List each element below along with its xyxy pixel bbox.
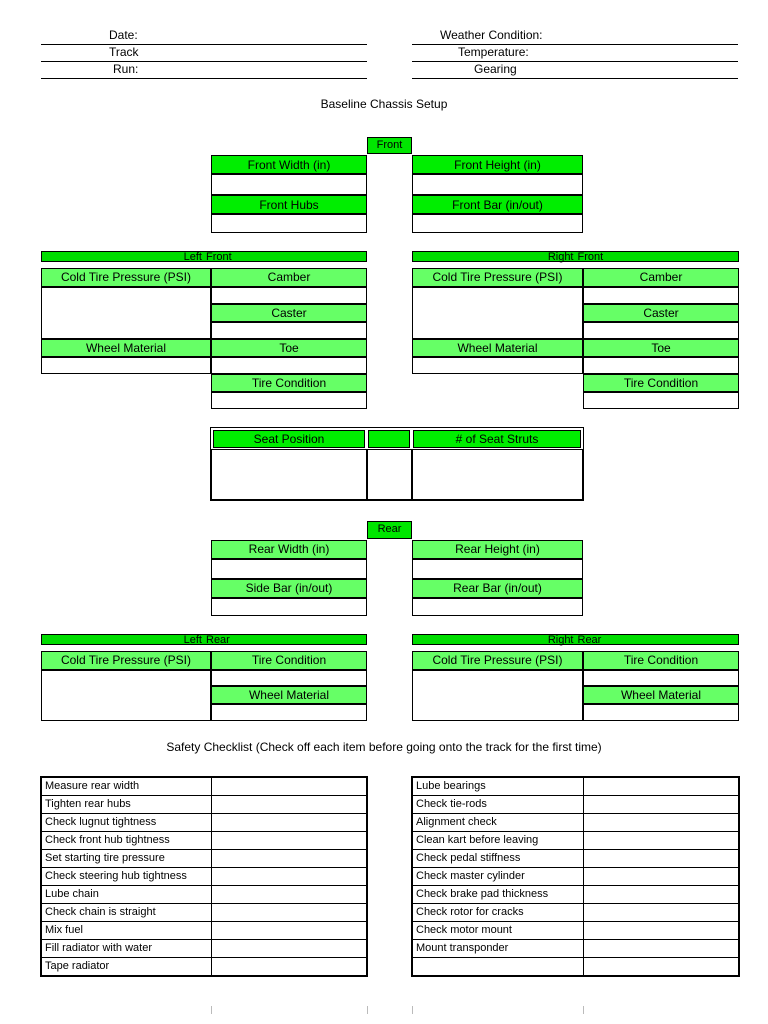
left-front-tire-header: Tire Condition: [211, 374, 367, 392]
date-label: Date:: [109, 28, 138, 42]
checklist-item-label: Check brake pad thickness: [412, 886, 583, 904]
checklist-checkbox-cell[interactable]: [583, 904, 739, 922]
left-rear-tire-header: Tire Condition: [211, 651, 367, 670]
checklist-row: [41, 832, 367, 850]
left-rear-pressure-header: Cold Tire Pressure (PSI): [41, 651, 211, 670]
track-label: Track: [109, 45, 139, 59]
checklist-item-label: Mount transponder: [412, 940, 583, 958]
left-rear-side: Left: [183, 634, 202, 646]
checklist-checkbox-cell[interactable]: [583, 814, 739, 832]
run-field[interactable]: [41, 61, 367, 79]
right-front-wheel-header: Wheel Material: [412, 339, 583, 357]
checklist-item-label: Check front hub tightness: [41, 832, 211, 850]
front-hubs-header: Front Hubs: [211, 195, 367, 214]
checklist-checkbox-cell[interactable]: [211, 832, 367, 850]
checklist-item-label: Check chain is straight: [41, 904, 211, 922]
right-front-caster-header: Caster: [583, 304, 739, 322]
left-front-wheel-input[interactable]: [41, 357, 211, 374]
right-rear-tire-header: Tire Condition: [583, 651, 739, 670]
front-bar-input[interactable]: [412, 214, 583, 233]
checklist-item-label: Measure rear width: [41, 777, 211, 796]
left-front-toe-input[interactable]: [211, 357, 367, 374]
date-field[interactable]: [41, 27, 367, 45]
left-front-toe-header: Toe: [211, 339, 367, 357]
rear-tag: Rear: [367, 521, 412, 539]
right-rear-pos: Rear: [577, 634, 602, 646]
checklist-row: [41, 850, 367, 868]
checklist-row: [412, 832, 739, 850]
grid-tick: [583, 1006, 584, 1014]
side-bar-input[interactable]: [211, 598, 367, 616]
right-front-tire-input[interactable]: [583, 392, 739, 409]
left-front-title-bar: [41, 251, 367, 262]
checklist-row: [412, 958, 739, 977]
rear-bar-header: Rear Bar (in/out): [412, 579, 583, 598]
right-front-toe-header: Toe: [583, 339, 739, 357]
front-height-input[interactable]: [412, 174, 583, 195]
left-front-tire-input[interactable]: [211, 392, 367, 409]
checklist-item-label: [412, 958, 583, 977]
checklist-checkbox-cell[interactable]: [211, 850, 367, 868]
right-rear-pressure-input[interactable]: [412, 670, 583, 721]
left-front-pos: Front: [206, 251, 232, 263]
right-rear-tire-input[interactable]: [583, 670, 739, 686]
right-front-pressure-input[interactable]: [412, 287, 583, 339]
checklist-checkbox-cell[interactable]: [211, 940, 367, 958]
checklist-checkbox-cell[interactable]: [583, 796, 739, 814]
checklist-row: [41, 868, 367, 886]
checklist-item-label: Tape radiator: [41, 958, 211, 977]
checklist-checkbox-cell[interactable]: [583, 940, 739, 958]
seat-middle-header: [368, 430, 410, 448]
checklist-item-label: Clean kart before leaving: [412, 832, 583, 850]
checklist-item-label: Check master cylinder: [412, 868, 583, 886]
front-width-input[interactable]: [211, 174, 367, 195]
checklist-row: [412, 777, 739, 796]
checklist-right-table: [411, 776, 740, 977]
checklist-checkbox-cell[interactable]: [211, 904, 367, 922]
rear-height-input[interactable]: [412, 559, 583, 579]
checklist-item-label: Check tie-rods: [412, 796, 583, 814]
checklist-checkbox-cell[interactable]: [211, 886, 367, 904]
temperature-field[interactable]: [412, 44, 738, 62]
front-height-header: Front Height (in): [412, 155, 583, 174]
checklist-item-label: Set starting tire pressure: [41, 850, 211, 868]
right-rear-wheel-header: Wheel Material: [583, 686, 739, 704]
left-front-caster-header: Caster: [211, 304, 367, 322]
checklist-checkbox-cell[interactable]: [211, 922, 367, 940]
right-front-pressure-header: Cold Tire Pressure (PSI): [412, 268, 583, 287]
checklist-checkbox-cell[interactable]: [583, 922, 739, 940]
checklist-checkbox-cell[interactable]: [583, 958, 739, 977]
rear-height-header: Rear Height (in): [412, 540, 583, 559]
gearing-label: Gearing: [474, 62, 517, 76]
checklist-item-label: Check lugnut tightness: [41, 814, 211, 832]
checklist-item-label: Check motor mount: [412, 922, 583, 940]
weather-label: Weather Condition:: [440, 28, 543, 42]
checklist-row: [41, 958, 367, 977]
checklist-item-label: Check steering hub tightness: [41, 868, 211, 886]
left-front-camber-input[interactable]: [211, 287, 367, 304]
left-rear-pressure-input[interactable]: [41, 670, 211, 721]
left-front-side: Left: [183, 251, 202, 263]
seat-position-input[interactable]: [211, 449, 367, 500]
grid-tick: [367, 1006, 368, 1014]
weather-field[interactable]: [412, 27, 738, 45]
left-front-pressure-header: Cold Tire Pressure (PSI): [41, 268, 211, 287]
checklist-item-label: Fill radiator with water: [41, 940, 211, 958]
front-hubs-input[interactable]: [211, 214, 367, 233]
left-rear-wheel-input[interactable]: [211, 704, 367, 721]
checklist-checkbox-cell[interactable]: [583, 832, 739, 850]
side-bar-header: Side Bar (in/out): [211, 579, 367, 598]
rear-width-input[interactable]: [211, 559, 367, 579]
checklist-row: [412, 796, 739, 814]
front-width-header: Front Width (in): [211, 155, 367, 174]
left-rear-wheel-header: Wheel Material: [211, 686, 367, 704]
checklist-checkbox-cell[interactable]: [211, 814, 367, 832]
checklist-checkbox-cell[interactable]: [583, 868, 739, 886]
checklist-checkbox-cell[interactable]: [211, 958, 367, 977]
checklist-row: [412, 922, 739, 940]
checklist-row: [41, 904, 367, 922]
checklist-item-label: Alignment check: [412, 814, 583, 832]
left-rear-title-bar: [41, 634, 367, 645]
right-front-wheel-input[interactable]: [412, 357, 583, 374]
left-front-caster-input[interactable]: [211, 322, 367, 339]
checklist-item-label: Lube chain: [41, 886, 211, 904]
right-front-caster-input[interactable]: [583, 322, 739, 339]
checklist-checkbox-cell[interactable]: [211, 796, 367, 814]
checklist-item-label: Mix fuel: [41, 922, 211, 940]
checklist-item-label: Tighten rear hubs: [41, 796, 211, 814]
checklist-row: [412, 850, 739, 868]
right-front-tire-header: Tire Condition: [583, 374, 739, 392]
right-front-pos: Front: [577, 251, 604, 263]
left-rear-tire-input[interactable]: [211, 670, 367, 686]
gearing-field[interactable]: [412, 61, 738, 79]
checklist-checkbox-cell[interactable]: [583, 777, 739, 796]
checklist-item-label: Check rotor for cracks: [412, 904, 583, 922]
checklist-row: [41, 886, 367, 904]
checklist-row: [412, 940, 739, 958]
front-bar-header: Front Bar (in/out): [412, 195, 583, 214]
checklist-row: [41, 796, 367, 814]
left-front-wheel-header: Wheel Material: [41, 339, 211, 357]
checklist-item-label: Lube bearings: [412, 777, 583, 796]
left-front-pressure-input[interactable]: [41, 287, 211, 339]
checklist-row: [412, 814, 739, 832]
checklist-checkbox-cell[interactable]: [583, 850, 739, 868]
checklist-left-table: [40, 776, 368, 977]
checklist-row: [41, 814, 367, 832]
right-rear-wheel-input[interactable]: [583, 704, 739, 721]
checklist-checkbox-cell[interactable]: [583, 886, 739, 904]
checklist-item-label: Check pedal stiffness: [412, 850, 583, 868]
right-rear-title-bar: [412, 634, 739, 645]
temperature-label: Temperature:: [458, 45, 529, 59]
checklist-row: [412, 868, 739, 886]
seat-middle-input[interactable]: [367, 449, 412, 500]
track-field[interactable]: [41, 44, 367, 62]
checklist-row: [412, 886, 739, 904]
safety-title: Safety Checklist (Check off each item before going onto the track for the first time): [166, 740, 602, 754]
seat-struts-input[interactable]: [412, 449, 583, 500]
checklist-row: [41, 922, 367, 940]
checklist-row: [412, 904, 739, 922]
right-front-camber-input[interactable]: [583, 287, 739, 304]
checklist-row: [41, 940, 367, 958]
rear-width-header: Rear Width (in): [211, 540, 367, 559]
seat-struts-header: # of Seat Struts: [413, 430, 581, 448]
run-label: Run:: [113, 62, 139, 76]
checklist-checkbox-cell[interactable]: [211, 777, 367, 796]
right-front-toe-input[interactable]: [583, 357, 739, 374]
rear-bar-input[interactable]: [412, 598, 583, 616]
baseline-title: Baseline Chassis Setup: [320, 97, 448, 111]
grid-tick: [211, 1006, 212, 1014]
grid-tick: [412, 1006, 413, 1014]
right-rear-pressure-header: Cold Tire Pressure (PSI): [412, 651, 583, 670]
front-tag: Front: [367, 137, 412, 154]
right-front-title-bar: [412, 251, 739, 262]
right-front-camber-header: Camber: [583, 268, 739, 287]
left-rear-pos: Rear: [206, 634, 230, 646]
seat-position-header: Seat Position: [213, 430, 365, 448]
right-front-side: Right: [547, 251, 574, 263]
checklist-checkbox-cell[interactable]: [211, 868, 367, 886]
right-rear-side: Right: [547, 634, 574, 646]
checklist-row: [41, 777, 367, 796]
left-front-camber-header: Camber: [211, 268, 367, 287]
